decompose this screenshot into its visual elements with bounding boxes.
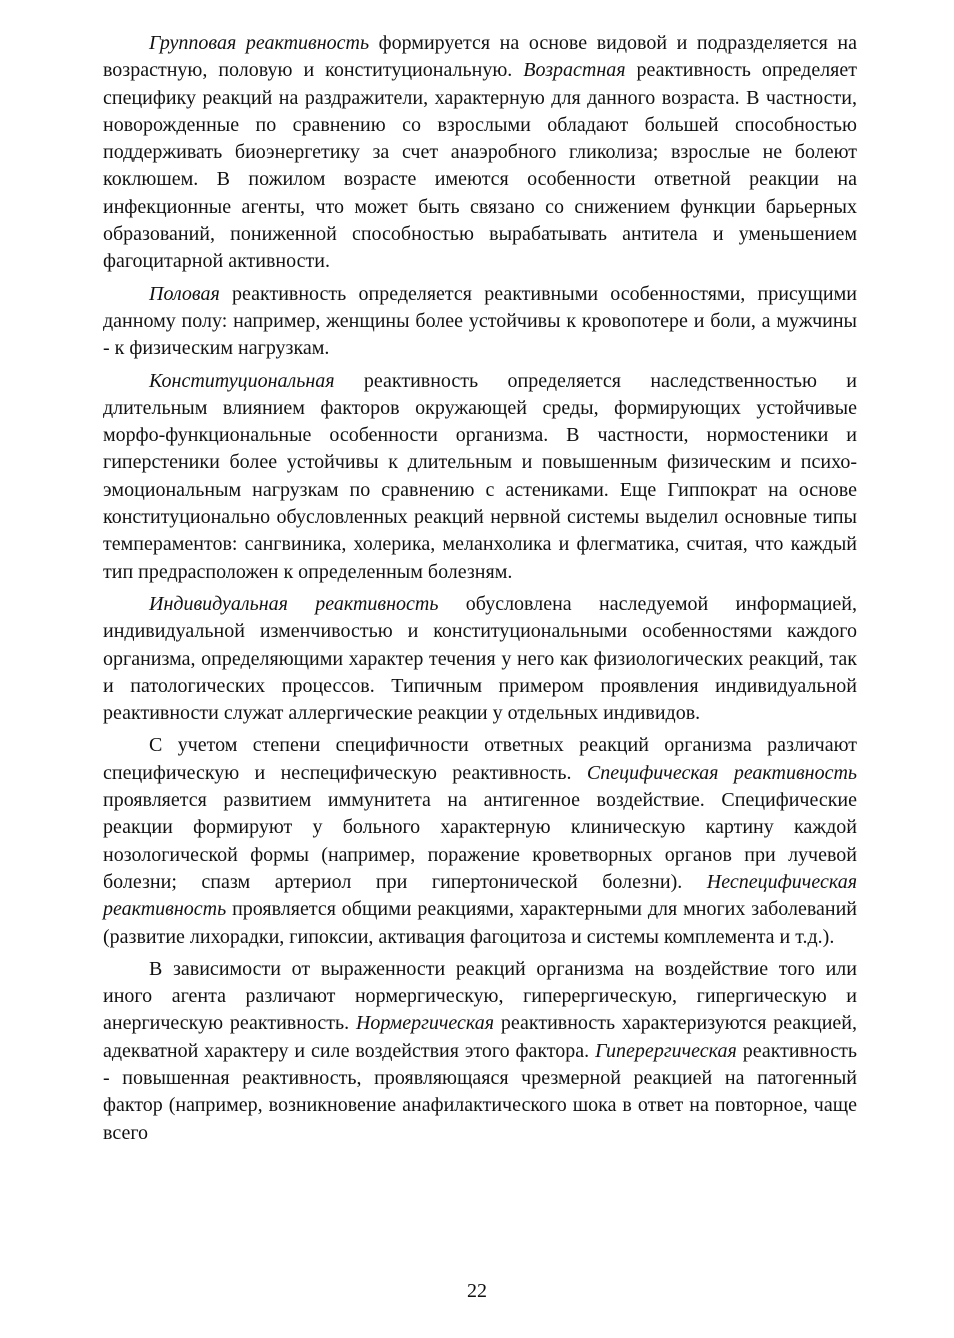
paragraph-reactivity-degree (103, 956, 857, 1147)
term-hyperergic: Гиперергическая (595, 1039, 737, 1062)
text: реактивность определяется реактивными особенностями, присущими данному полу: например, женщины более устойчивы к кровопотере и боли, а мужчины - к физическим нагрузкам. (103, 282, 857, 360)
term-age-reactivity: Возрастная (523, 59, 626, 82)
term-individual-reactivity: Индивидуальная реактивность (149, 592, 439, 615)
text: реактивность характеризуются реакцией, адекватной характеру и силе воздействия этого фактора. (103, 1012, 857, 1062)
text: реактивность определяет специфику реакций на раздражители, характерную для данного возраста. В частности, новорожденные по сравнению со взрослыми обладают большей способностью поддерживать биоэнергетику за счет анаэробного гликолиза; взрослые не болеют коклюшем. В пожилом возрасте имеются особенности ответной реакции на инфекционные агенты, что может быть связано со снижением функции барьерных образований, пониженной способностью вырабатывать антитела и уменьшением фагоцитарной активности. (103, 59, 857, 273)
paragraph-specific-reactivity (103, 732, 857, 950)
text: проявляется общими реакциями, характерными для многих заболеваний (развитие лихорадки, гипоксии, активация фагоцитоза и системы комплемента и т.д.). (103, 898, 857, 948)
text: проявляется развитием иммунитета на антигенное воздействие. Специфические реакции формируют у больного характерную клиническую картину каждой нозологической формы (например, поражение кроветворных органов при лучевой болезни; спазм артериол при гипертонической болезни). (103, 789, 857, 893)
term-group-reactivity: Групповая реактивность (149, 32, 370, 54)
paragraph-constitutional-reactivity (103, 368, 857, 586)
term-normergic: Нормергическая (355, 1012, 495, 1035)
text: С учетом степени специфичности ответных реакций организма различают специфическую и неспецифическую реактивность. (103, 734, 857, 784)
text: формируется на основе видовой и подразделяется на возрастную, половую и конституциональную. (103, 32, 857, 82)
text: реактивность - повышенная реактивность, проявляющаяся чрезмерной реакцией на патогенный фактор (например, возникновение анафилактического шока в ответ на повторное, чаще всего (103, 1039, 857, 1144)
term-nonspecific-reactivity: Неспецифическая реактивность (103, 870, 857, 921)
term-sex-reactivity: Половая (149, 282, 220, 305)
paragraph-sex-reactivity (103, 281, 857, 363)
text: реактивность определяется наследственностью и длительным влиянием факторов окружающей среды, формирующих устойчивые морфо-функциональные особенности организма. В частности, нормостеники и гиперстеники более устойчивы к длительным и повышенным физическим и психо-эмоциональным нагрузкам по сравнению с астениками. Еще Гиппократ на основе конституционально обусловленных реакций нервной системы выделил основные типы темпераментов: сангвиника, холерика, меланхолика и флегматика, считая, что каждый тип предрасположен к определенным болезням. (103, 369, 857, 583)
text: В зависимости от выраженности реакций организма на воздействие того или иного агента различают нормергическую, гиперергическую, гипергическую и анергическую реактивность. (103, 957, 857, 1035)
paragraph-group-reactivity (103, 30, 857, 276)
document-body (103, 30, 857, 1152)
page-number: 22 (467, 1280, 487, 1302)
term-constitutional-reactivity: Конституциональная (149, 369, 335, 392)
text: обусловлена наследуемой информацией, индивидуальной изменчивостью и конституциональными особенностями каждого организма, определяющими характер течения у него как физиологических реакций, так и патологических процессов. Типичным примером проявления индивидуальной реактивности служат аллергические реакции у отдельных индивидов. (103, 592, 857, 725)
term-specific-reactivity: Специфическая реактивность (586, 761, 857, 784)
paragraph-individual-reactivity (103, 591, 857, 727)
